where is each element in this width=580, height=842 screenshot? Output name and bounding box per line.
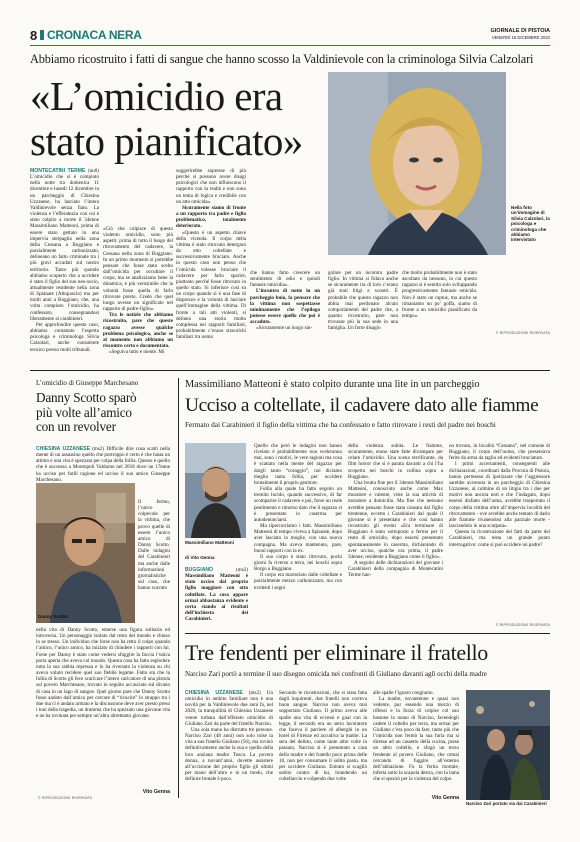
main-p12: Questa la ricostruzione dei fatti da parte dei Carabinieri, ma resta un grande punto interrogativo: come si può uccidere un padre? — [449, 529, 550, 548]
bottom-p4: alle spalle l’ignaro congiunto. — [373, 690, 434, 696]
top-p13: che molto probabilmente non è stato ascoltato da nessuno, in cui questo ragazzo si è sentito solo sviluppando progressivamente fantasie omicida. Non è stato un raptus, ma anche se rimaniamo un po’ goffa, siamo di fronte a un omicidio pianificato da tempo». — [402, 270, 477, 320]
zari-illustration — [466, 690, 550, 800]
bottom-p5: La madre, novantenne e quasi non vedente, pur essendo una mezzo di riflessi e la forza di colpire col suo bastone la mano di Narciso, facendogli cadere il coltello per terra, ma ormai per Giuliano c’era poco da fare, tanto più che l’omicida non fermò la sua furia ma si diresse ad un cassetto della cucina, prese un altro coltello, e sfogò un terzo fendente al povero Giuliano, che ormai cercando di fuggire all’esterno dell’abitazione. Fu la ferita mortale, inferta sotto la scapola destra, con la lama che si spezzò per la violenza del colpo. — [373, 696, 459, 783]
bottom-p3: Secondo le ricostruzioni, che si stata fatta dagli inquirenti, due fratelli non correva buon sangue. Narciso non aveva mai sopportato Giuliano. Il primo aveva alle spalle una vita di eccessi e guai con la legge, il secondo era un serio lavoratore che faceva il parriere di alberghi in un hotel di Firenze ed accudiva la madre. La sera del delitto, come tante altre volte in passato, Narciso si è presentato a casa della madre e del fratello poco prima delle 18, non per consumare il solito pasto, ma per uccidere Giuliano. Entrato si scagliò subito contro di lui, brandendo un coltellaccio e colpendo due volte — [279, 690, 367, 783]
portrait-illustration — [328, 72, 506, 255]
issue-date: VENERDÌ 16 DICEMBRE 2022 — [491, 35, 550, 40]
byline-text: di Vito Genna — [185, 555, 215, 560]
main-col-4 — [449, 443, 550, 623]
bottom-standfirst: Narciso Zari portò a termine il suo disegno omicida nei confronti di Giuliano davanti agli occhi della madre — [185, 670, 487, 678]
bottom-p2: Una sola mano ha distrutto tre persone. Narciso Zari (48 anni) non solo tolse la vita a suo fratello Giuliano (56), ma rovinò definitivamente anche la sua e quella della loro anziana madre Tosca. La povera donna, a novant’anni, dovette assistere all’uccisione del proprio figlio gli ultimi per mano dell’altro e in un modo, che definire brutale è poco. — [185, 726, 273, 783]
main-kicker: Massimiliano Matteoni è stato colpito durante una lite in un parcheggio — [185, 379, 480, 390]
top-headline-line1: «L’omicidio era — [30, 73, 283, 119]
main-col-3 — [348, 443, 443, 628]
top-p4: Tra le notizie che abbiamo ricostruito, pare che queste ragazzo avesse qualche problema psicologico, anche se al momento non abbiamo un riscontro certo e documentato. — [103, 312, 173, 349]
side-dateline-sfx: (ms2) — [92, 446, 105, 452]
top-p8: «Questo è un aspetto chiave della vicenda. Il corpo della vittima è stato ritrovato detergaro da otto coltellate e successivamente bruciato. Anche in questo caso non penso che l’omicida volesse bruciare il cadavere per farlo sparire, piuttosto perché fosse ritrovato in quello stato. Si inferisce così su un corpo quando si è una fase di disprezzo e la volontà di lasciare quell’immagine della vittima. Di fronte a tali atti violenti, si delinea una storia molto complessa nei rapporti familiari, probabilmente c’erano stracolchi familiari tra uomo — [176, 229, 246, 341]
top-p2: Per approfondire questo caso, abbiamo contattato l’esperta psicologa e criminologa Silvia Calzolari, anche consulente tecnico presso molti tribunali. — [30, 321, 99, 353]
side-dateline: CHIESINA UZZANESE — [36, 446, 90, 452]
top-dateline: MONTECATINI TERME — [30, 168, 86, 174]
main-standfirst: Fermato dai Carabinieri il figlio della vittima che ha confessato e fatto ritrovare i resti del padre nei boschi — [185, 420, 496, 429]
top-col-5 — [328, 270, 398, 340]
top-headline-line2: stato pianificato» — [30, 118, 303, 164]
top-p5: «Seguiva tutto e niente. Mi — [109, 349, 165, 356]
top-p6: soggerirebbe sopresse di più perché si possono avere disagi psicologici che non influiscono il rapporto con la realtà e non sono un tema di logica e credibile con un atto omicida». — [176, 168, 246, 205]
main-p1: Massimiliano Matteoni è stato ucciso dal proprio figlio maggiore con otto coltellate. La cosa appare ormai abbastanza evidente e certa stando ai risultati dell’inchiesta dei Carabinieri. — [185, 573, 248, 623]
side-body-text: nella vita di Danny Scotto, emerse una figura solitaria ed introversa. Un personaggio isolato dal resto del mondo e chiuso in se stesso. Un individuo che forse non ha retto il colpo quando l’amico, l’unico amico, ha iniziato di chiudere i rapporti con lui. Forse per Danny è stato come vedersi sfuggire la faccia l’unica porta aperta che aveva col mondo. Questa cosa ha fatto esplodere tutta la sua rabbia repressa e lo ha riversato la violenza su chi aveva voluto recidere quel suo flebile legame. Fatto sta che la follia di Scotto gli fece scaricare l’intero caricatore di una pistola sul povero Marchesano, trovato in seguito accasciato sul divano di casa in un lago di sangue. Quel giorno pare che Danny Scotto fosse andato dall’amico per cercare di “ricucire” lo strappo tra i due ma ci è andato armato e la discussione deve aver presto preso i toni della tragedia, un dramma che ha spezzato una giovane vita e ne ha rovinata per sempre un’altra altrettanto giovane. — [36, 627, 170, 720]
top-p1: L’omicidio che si è compiuto nella notte tra domenica 11 dicembre e lunedì 12 dicembre in un parcheggio di Chiesina Uzzanese, ha lasciato l’intera Valdinievole senza fiato. La violenza e l’efferatezza con cui è stato colpito a morte il 34enne Massimiliano Matteoni, prima di essere stato gettato in una impervia sterpaglia nella zona della Cessana a Buggiano e parzialmente carbonizzato, delineano un fatto criminale tra i più gravi accaduti sul nostro territorio. Tanto più quando abbiamo scoperto che a uccidere è stato il figlio del suo neo-socio, attualmente residente nella zona di Spianate (Altopascio) ma per molti anni a Buggiano, che, una volta compiuto l’omicidio, ha confessato, consegnandosi liberamente ai carabinieri. — [30, 174, 99, 322]
side-headline-line1: Danny Scotto sparò — [36, 390, 137, 405]
top-col-6 — [402, 270, 477, 340]
top-dateline-sfx: (uu0) — [87, 168, 99, 174]
main-bottom-rule — [185, 633, 550, 634]
main-dateline: BUGGIANO — [185, 567, 214, 573]
top-p10: L’incontro di notte in un parcheggio buio, fa pensare che la vittima non sospettasse minimamente che l’epilogo potesse essere quello che poi è accaduto. — [250, 288, 320, 326]
main-p8: Una brutta fine per il 34enne Massimiliano Matteoni, conosciuto anche come Max muratore e valente, viste la sua attività di muratore a domicilio. Ma fine che nessuno avrebbe pensato fosse stata causata dal figlio trentenne, eccetto i Carabinieri dal quale il giovane si è presentato e che così hanno ricostruito gli eventi «Era terminare di Buggiano è stato sottoposto a fermo per il reato di omicidio, dopo essersi presentato spontaneamente in caserma, dichiarando di aver ucciso, qualche ora prima, il padre 34enne, residente a Buggiano come il figlio». — [348, 479, 443, 560]
top-kicker: Abbiamo ricostruito i fatti di sangue che hanno scosso la Valdinievole con la criminologa Silvia Calzolari — [30, 52, 534, 66]
top-col-2 — [103, 226, 173, 398]
main-dateline-sfx: (ms2) — [236, 567, 248, 573]
scotto-photo — [36, 483, 135, 623]
main-p2: Quello che però le indagini non hanno rivelato è probabilmente non sveleranno mai, sono i motivi, le vere ragioni ma cosa è scattato nella mente del ragazzo per dargli tanto “coraggio”, noi diciamo meglio tanta follia, per uccidere brutalmente il proprio genitore. — [254, 443, 342, 486]
side-kicker: L’omicidio di Giuseppe Marchesano — [36, 379, 139, 387]
main-p3: Follia alla quale ha fatto seguito un tremito lucido, quando successivo, di far scomparire il cadavere e poi, forse un reale pentimento e rimorso dato che il ragazzo si è presentato in caserma per autodenunciarsi. — [254, 486, 342, 523]
side-lead-text: Difficile dire cosa scatti nella mente di un assassino quello che purtroppo è certo è che basta un attimo e una vita è spezzata per colpa della follia. Questo è quello che è successo a Montopoli Valdarno nel 2018 dove un 17enne ha ucciso per futili ragione ed ucciso il suo amico Giuseppe Marchesano. — [36, 446, 170, 483]
main-p7: della violenza subita. Le fiamme, sicuramente, erano state fatte divampare per celare l’omicidio. Una scena terrificante, da film horror che si è parata davanti a chi l’ha scoperta nei boschi in collina sopra a Buggiano. — [348, 443, 443, 480]
main-byline — [185, 555, 255, 560]
bottom-p1: Un omicidio in ambito familiare non è una novità per la Valdinievole due anni fa, nel 2020, la tranquillità di Chiesina Uzzanese venne turbata dall’efferato omicidio di Giuliano Zari da parte del fratello Narciso. — [185, 690, 273, 727]
main-col-1 — [185, 567, 248, 627]
top-col-1 — [30, 168, 99, 398]
top-col-3 — [176, 168, 246, 398]
top-p12: golare per un incontro padre figlio. In vittima si fidava anche se sicuramente tra di loro c’erano già stati litigi e scontri. È probabile che questo ragazzo non abbia mai perdonato alcuni comportamenti del padre che, a quanto ricostruito, pare non trovasse più la sua sede in una famiglia. Un forte disagio — [328, 270, 398, 332]
side-narrow-text: Il fermo, l’unico colpevole per la vittima, che provo quelle di essere l’unico amico di Danny Scotto. Dalle indagini del Carabinieri ma anche dalle informazioni giornalistiche sul caso, che hanno scavato — [138, 499, 170, 592]
main-col-2 — [254, 443, 342, 628]
scotto-caption: Danny Scotto — [38, 614, 68, 619]
zari-photo — [466, 690, 550, 800]
page-header — [30, 28, 550, 44]
bottom-dateline-sfx: (ms2) — [248, 690, 261, 696]
bottom-col-2 — [279, 690, 367, 800]
section-title: CRONACA NERA — [47, 28, 142, 42]
paper-name: GIORNALE DI PISTOIA — [490, 28, 550, 34]
page-number: 8 — [30, 28, 38, 43]
side-credit: © RIPRODUZIONE RISERVATA — [38, 796, 93, 800]
header-rule — [30, 45, 550, 46]
main-p4: Ma ripercorriamo i fatti. Massimiliano Matteoni di tempo viveva a Spianate, dopo aver lasciato la moglie, con una nuova compagna. Ma aveva mantenuto, pare, buoni rapporti con la ex. — [254, 523, 342, 554]
main-p10: no trovato, in località “Cessana”, nel comune di Buggiano, il corpo dell’uomo, che presentava ferite da arma da taglio ed evidenti bruciature. — [449, 443, 550, 462]
main-headline: Ucciso a coltellate, il cadavere dato alle fiamme — [185, 395, 539, 416]
matteoni-photo — [185, 443, 246, 538]
top-credit: © RIPRODUZIONE RISERVATA — [495, 331, 550, 335]
bottom-headline: Tre fendenti per eliminare il fratello — [185, 640, 488, 665]
bottom-col-3 — [373, 690, 459, 794]
criminologist-photo — [328, 72, 506, 255]
top-bottom-rule — [30, 370, 550, 371]
zari-caption: Narciso Zari portato via dai Carabinieri — [466, 801, 547, 806]
matteoni-illustration — [185, 443, 246, 538]
bottom-col-1 — [185, 690, 273, 800]
main-p11: I primi accertamenti, conseguenti alle dichiarazioni, coordinati dalla Procura di Pistoia, hanno permesso di ipotizzare che l’aggressore sarebbe avvenuta in un parcheggio di Chiesina Uzzanese, al culmine di un litigio tra i due per motivi non ancora noti e che l’indagato, dopo essersi disfatto dell’arma, avrebbe trasportato il corpo della vittima oltre all’impervia località del ritrovamento - ove avrebbe anche tentato di darlo alle fiamme rivanendosi alla parziale morte - lasciandolo in una scarpata». — [449, 461, 550, 530]
main-p5: Il suo corpo è stato ritrovato, pochi giorni fa riverso a terra, nei boschi sopra Borgo a Buggiano. — [254, 553, 342, 573]
side-headline-line2: più volte all’amico — [36, 404, 132, 420]
section-bar — [40, 30, 44, 40]
side-headline — [36, 391, 176, 435]
matteoni-caption: Massimiliano Matteoni — [185, 540, 235, 545]
top-p7: Sicuramente siamo di fronte a un rapporto tra padre e figlio problematico, totalmente deteriorato. — [176, 204, 246, 230]
bottom-dateline: CHIESINA UZZANESE — [185, 690, 243, 696]
criminologist-caption: Nella foto un’immagine di Silvia Calzolari, la psicologa e criminologa che abbiamo intervistato — [511, 205, 550, 243]
top-headline — [30, 74, 330, 164]
top-p9: che hanno fatto crescere un sentimento di odio e quindi fantasie omicidia». — [250, 270, 320, 289]
top-p3: «Ciò che colpisce di questo violento omicidio, sono più aspetti: prima di tutto il luogo del ritrovamento del cadavere, la Cessana nella zona di Buggiano. In un primo momento si potrebbe pensare che fosse stato scelto dall’omicida per occultare il corpo, ma se analizziamo bene la dinamica, è più verosimile che la volontà fosse quella di farlo ritrovare presto. Credo che quel luogo avesse un significato nel rapporto di padre-figlio». — [103, 226, 173, 313]
bottom-signature: Vito Genna — [431, 795, 459, 801]
top-p11: «Sicuramente un luogo sin- — [256, 325, 313, 332]
side-narrow — [138, 499, 170, 625]
side-panel-rule — [178, 378, 179, 798]
main-credit: © RIPRODUZIONE RISERVATA — [495, 623, 550, 627]
main-p9: A seguito delle dichiarazioni del giovane i Carabinieri della compagnia di Montecatini Terme han- — [348, 559, 443, 579]
scotto-illustration — [36, 483, 135, 623]
side-headline-line3: con un revolver — [36, 419, 116, 434]
main-p6: Il corpo era martoriato dalle coltellate e parzialmente mezzo carbonizzato, ma con evidenti i segni — [254, 572, 342, 591]
side-body — [36, 627, 170, 789]
side-signature: Vito Genna — [142, 789, 170, 795]
